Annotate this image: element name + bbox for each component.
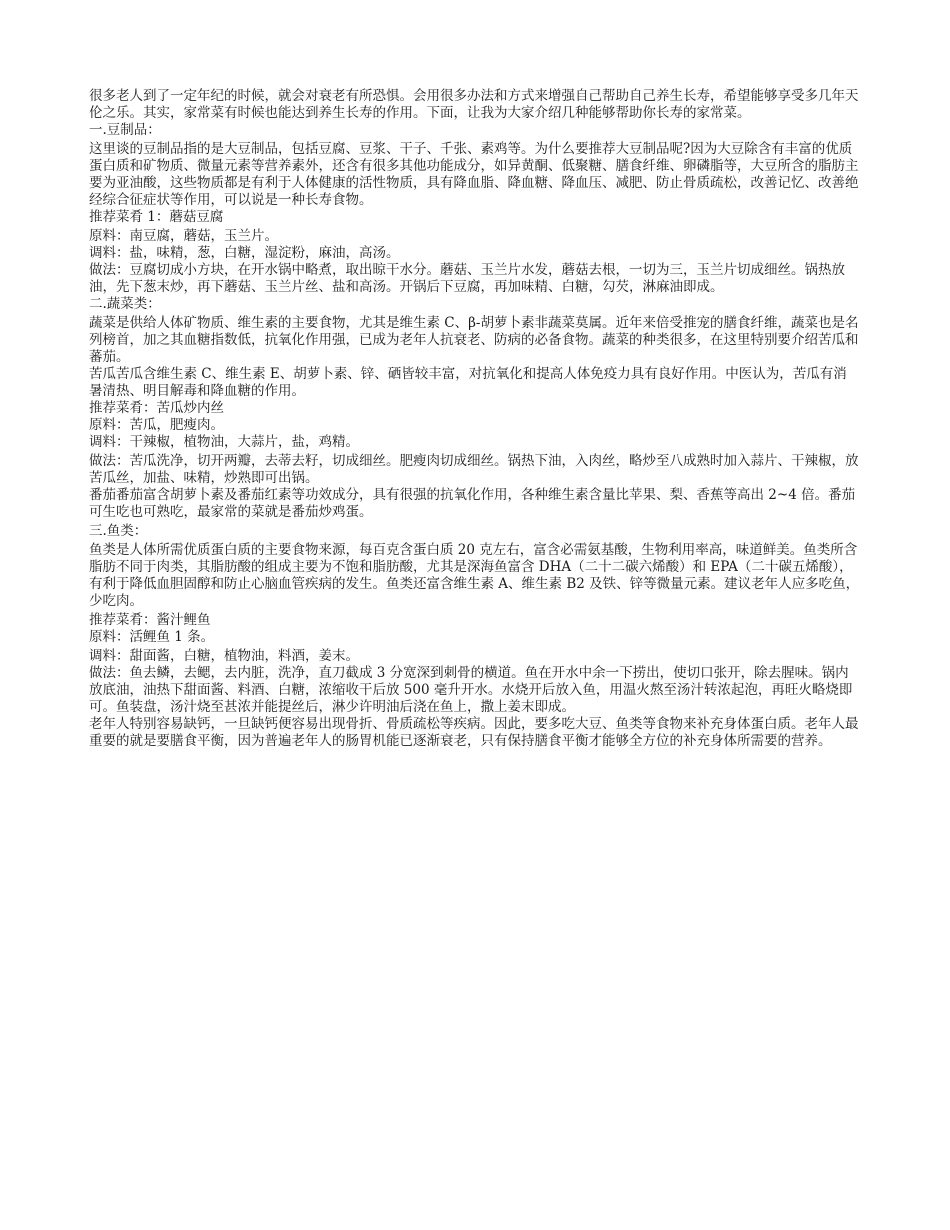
section-heading-fish: 三.鱼类： [89, 523, 148, 539]
recipe-ingredients: 原料：南豆腐，蘑菇，玉兰片。 [89, 228, 278, 244]
recipe-method: 做法：豆腐切成小方块，在开水锅中略煮，取出晾干水分。蘑菇、玉兰片水发，蘑菇去根，一切为三，玉兰片切成细丝。锅热放油，先下葱末炒，再下蘑菇、玉兰片丝、盐和高汤。开锅后下豆腐，再加味精、白糖，勾芡，淋麻油即成。 [89, 262, 845, 295]
recipe-title-carp: 推荐菜肴：酱汁鲤鱼 [89, 612, 211, 628]
recipe-method: 做法：苦瓜洗净，切开两瓣，去蒂去籽，切成细丝。肥瘦肉切成细丝。锅热下油，入肉丝，略炒至八成熟时加入蒜片、干辣椒，放苦瓜丝，加盐、味精，炒熟即可出锅。 [89, 453, 859, 486]
intro-paragraph: 很多老人到了一定年纪的时候，就会对衰老有所恐惧。会用很多办法和方式来增强自己帮助自己养生长寿，希望能够享受多几年天伦之乐。其实，家常菜有时候也能达到养生长寿的作用。下面，让我为大家介绍几种能够帮助你长寿的家常菜。 [89, 88, 859, 121]
vegetables-paragraph: 蔬菜是供给人体矿物质、维生素的主要食物，尤其是维生素 C、β-胡萝卜素非蔬菜莫属。近年来倍受推宠的膳食纤维，蔬菜也是名列榜首，加之其血糖指数低，抗氧化作用强，已成为老年人抗衰老、防病的必备食物。蔬菜的种类很多，在这里特别要介绍苦瓜和蕃茄。 [89, 315, 859, 365]
fish-paragraph: 鱼类是人体所需优质蛋白质的主要食物来源，每百克含蛋白质 20 克左右，富含必需氨基酸，生物利用率高，味道鲜美。鱼类所含脂肪不同于肉类，其脂肪酸的组成主要为不饱和脂肪酸，尤其是深海鱼富含 DHA（二十二碳六烯酸）和 EPA（二十碳五烯酸），有利于降低血胆固醇和防止心脑血管疾病的发生。鱼类还富含维生素 A、维生素 B2 及铁、锌等微量元素。建议老年人应多吃鱼，少吃肉。 [89, 542, 860, 609]
recipe-ingredients: 原料：苦瓜，肥瘦肉。 [89, 417, 224, 433]
tomato-paragraph: 番茄番茄富含胡萝卜素及番茄红素等功效成分，具有很强的抗氧化作用，各种维生素含量比苹果、梨、香蕉等高出 2~4 倍。番茄可生吃也可熟吃，最家常的菜就是番茄炒鸡蛋。 [89, 487, 856, 520]
recipe-title-bitter-melon: 推荐菜肴：苦瓜炒内丝 [89, 400, 224, 416]
soy-paragraph: 这里谈的豆制品指的是大豆制品，包括豆腐、豆浆、干子、千张、素鸡等。为什么要推荐大豆制品呢?因为大豆除含有丰富的优质蛋白质和矿物质、微量元素等营养素外，还含有很多其他功能成分，如异黄酮、低聚糖、膳食纤维、卵磷脂等，大豆所含的脂肪主要为亚油酸，这些物质都是有利于人体健康的活性物质，具有降血脂、降血糖、降血压、减肥、防止骨质疏松，改善记忆、改善绝经综合征症状等作用，可以说是一种长寿食物。 [89, 141, 859, 208]
recipe-seasonings: 调料：甜面酱，白糖，植物油，料酒，姜末。 [89, 648, 359, 664]
recipe-seasonings: 调料：盐，味精，葱，白糖，湿淀粉，麻油，高汤。 [89, 245, 400, 261]
section-heading-soy: 一.豆制品： [89, 122, 161, 138]
section-heading-vegetables: 二.蔬菜类： [89, 296, 161, 312]
conclusion-paragraph: 老年人特别容易缺钙，一旦缺钙便容易出现骨折、骨质疏松等疾病。因此，要多吃大豆、鱼类等食物来补充身体蛋白质。老年人最重要的就是要膳食平衡，因为普遍老年人的肠胃机能已逐渐衰老，只有保持膳食平衡才能够全方位的补充身体所需要的营养。 [89, 716, 859, 749]
recipe-title-mushroom-tofu: 推荐菜肴 1：蘑菇豆腐 [89, 209, 224, 225]
recipe-ingredients: 原料：活鲤鱼 1 条。 [89, 629, 215, 645]
recipe-method: 做法：鱼去鳞，去鳃，去内脏，洗净，直刀截成 3 分宽深到刺骨的横道。鱼在开水中余一下捞出，使切口张开，除去腥味。锅内放底油，油热下甜面酱、料酒、白糖，浓缩收干后放 500 毫升开水。水烧开后放入鱼，用温火熬至汤汁转浓起泡，再旺火略烧即可。鱼装盘，汤汁烧至甚浓并能提丝后，淋少许明油后浇在鱼上，撒上姜末即成。 [89, 665, 853, 715]
bitter-melon-paragraph: 苦瓜苦瓜含维生素 C、维生素 E、胡萝卜素、锌、硒皆较丰富，对抗氧化和提高人体免疫力具有良好作用。中医认为，苦瓜有消暑清热、明目解毒和降血糖的作用。 [89, 366, 847, 399]
recipe-seasonings: 调料：干辣椒，植物油，大蒜片，盐，鸡精。 [89, 434, 359, 450]
